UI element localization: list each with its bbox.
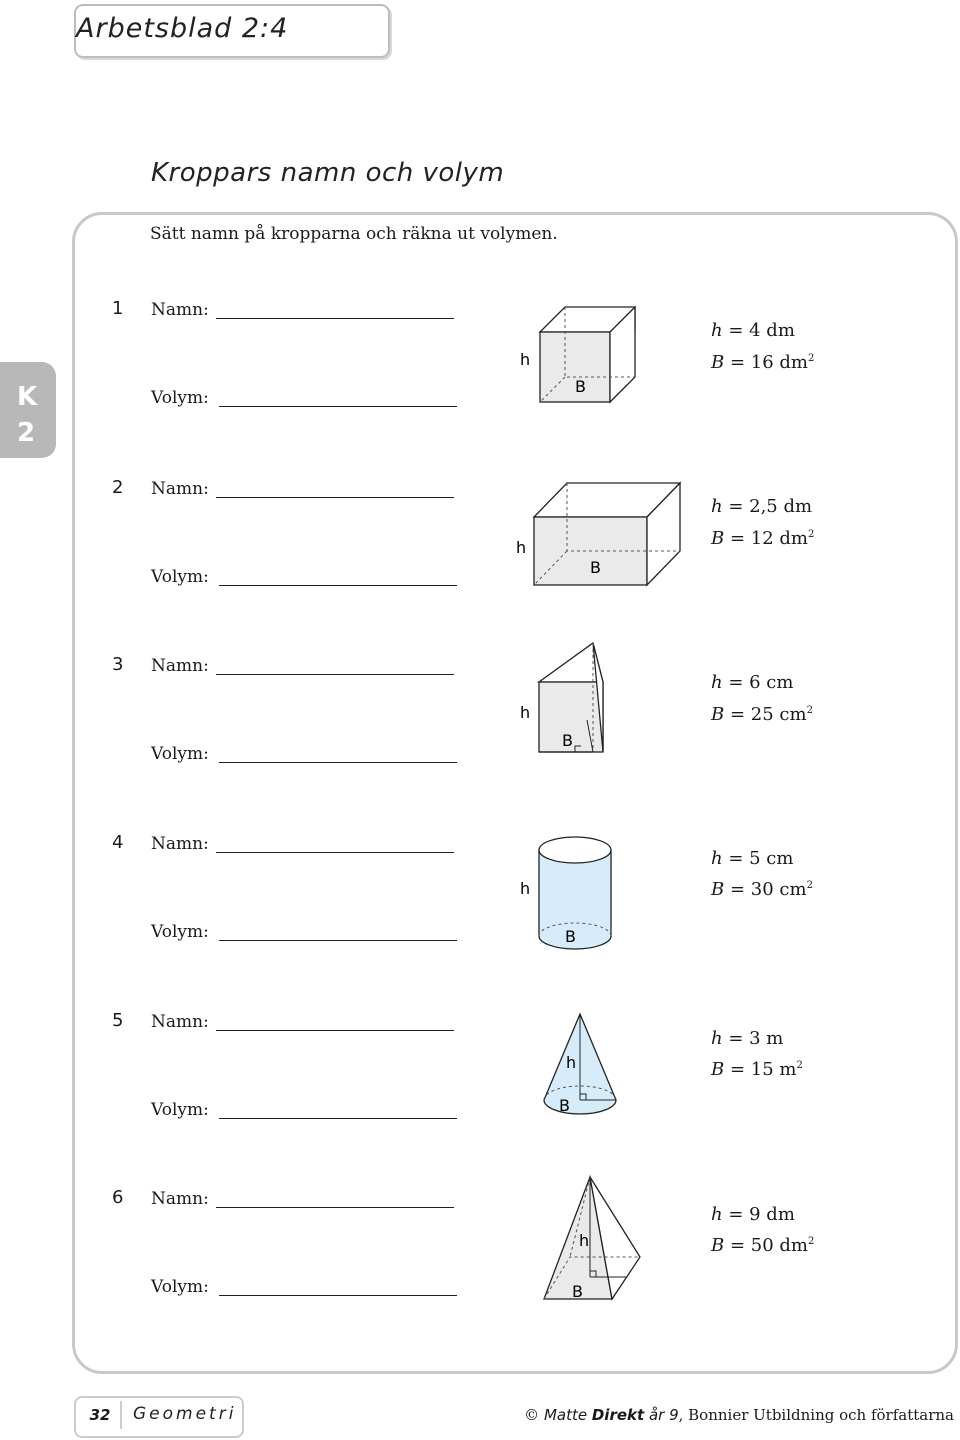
exercise-number: 1	[112, 298, 124, 319]
exercise-1	[0, 298, 960, 428]
volume-answer-line[interactable]	[219, 940, 457, 941]
h-value: h = 5 cm	[711, 848, 794, 869]
h-value: h = 6 cm	[711, 672, 794, 693]
volume-label: Volym:	[151, 922, 209, 942]
exercise-number: 6	[112, 1187, 124, 1208]
name-label: Namn:	[151, 479, 209, 499]
exercise-number: 5	[112, 1010, 124, 1031]
side-tab-letter: K	[17, 382, 38, 412]
name-answer-line[interactable]	[216, 497, 454, 498]
volume-answer-line[interactable]	[219, 585, 457, 586]
side-tab-number: 2	[17, 418, 36, 448]
B-value: B = 25 $cm^2$	[711, 704, 813, 725]
B-label: B	[562, 731, 573, 750]
copyright-symbol: ©	[524, 1406, 540, 1424]
name-answer-line[interactable]	[216, 1030, 454, 1031]
B-label: B	[572, 1282, 583, 1301]
volume-answer-line[interactable]	[219, 1118, 457, 1119]
exercise-4	[0, 832, 960, 962]
box-figure	[512, 479, 684, 589]
exercise-6	[0, 1187, 960, 1317]
name-answer-line[interactable]	[216, 674, 454, 675]
volume-label: Volym:	[151, 567, 209, 587]
B-label: B	[565, 927, 576, 946]
cube-figure	[515, 302, 645, 408]
name-label: Namn:	[151, 300, 209, 320]
B-value: B = 30 $cm^2$	[711, 879, 813, 900]
worksheet-title: Arbetsblad 2:4	[76, 13, 289, 44]
B-value: B = 15 $m^2$	[711, 1059, 803, 1080]
volume-label: Volym:	[151, 388, 209, 408]
volume-answer-line[interactable]	[219, 1295, 457, 1296]
page-number: 32	[80, 1401, 122, 1429]
B-value: B = 50 $dm^2$	[711, 1235, 815, 1256]
brand-matte: Matte	[543, 1406, 588, 1424]
name-answer-line[interactable]	[216, 1207, 454, 1208]
h-value: h = 9 dm	[711, 1204, 795, 1225]
volume-label: Volym:	[151, 744, 209, 764]
instructions: Sätt namn på kropparna och räkna ut volymen.	[150, 224, 558, 244]
name-label: Namn:	[151, 1012, 209, 1032]
h-label: h	[520, 879, 531, 898]
page-heading: Kroppars namn och volym	[151, 158, 505, 188]
h-label: h	[520, 350, 531, 369]
exercise-number: 2	[112, 477, 124, 498]
B-value: B = 16 $dm^2$	[711, 352, 815, 373]
volume-label: Volym:	[151, 1100, 209, 1120]
h-label: h	[579, 1231, 590, 1250]
B-label: B	[575, 377, 586, 396]
exercise-number: 4	[112, 832, 124, 853]
h-label: h	[566, 1053, 577, 1072]
exercise-number: 3	[112, 654, 124, 675]
exercise-5	[0, 1010, 960, 1140]
exercise-2	[0, 477, 960, 607]
copyright	[524, 1406, 954, 1424]
cylinder-figure	[515, 832, 615, 956]
volume-label: Volym:	[151, 1277, 209, 1297]
publisher: , Bonnier Utbildning och författarna	[678, 1406, 954, 1424]
h-label: h	[516, 538, 527, 557]
h-value: h = 2,5 dm	[711, 496, 813, 517]
exercise-3	[0, 654, 960, 784]
h-value: h = 3 m	[711, 1028, 784, 1049]
volume-answer-line[interactable]	[219, 762, 457, 763]
name-label: Namn:	[151, 1189, 209, 1209]
name-label: Namn:	[151, 656, 209, 676]
B-label: B	[590, 558, 601, 577]
triangular-prism-figure	[515, 640, 615, 756]
brand-year: år 9	[648, 1406, 679, 1424]
pyramid-figure	[540, 1173, 644, 1305]
cone-figure	[535, 1010, 625, 1122]
volume-answer-line[interactable]	[219, 406, 457, 407]
B-value: B = 12 $dm^2$	[711, 528, 815, 549]
footer-section: Geometri	[133, 1404, 237, 1424]
brand-direkt: Direkt	[591, 1406, 645, 1424]
h-label: h	[520, 703, 531, 722]
name-answer-line[interactable]	[216, 318, 454, 319]
name-answer-line[interactable]	[216, 852, 454, 853]
B-label: B	[559, 1096, 570, 1115]
h-value: h = 4 dm	[711, 320, 795, 341]
name-label: Namn:	[151, 834, 209, 854]
